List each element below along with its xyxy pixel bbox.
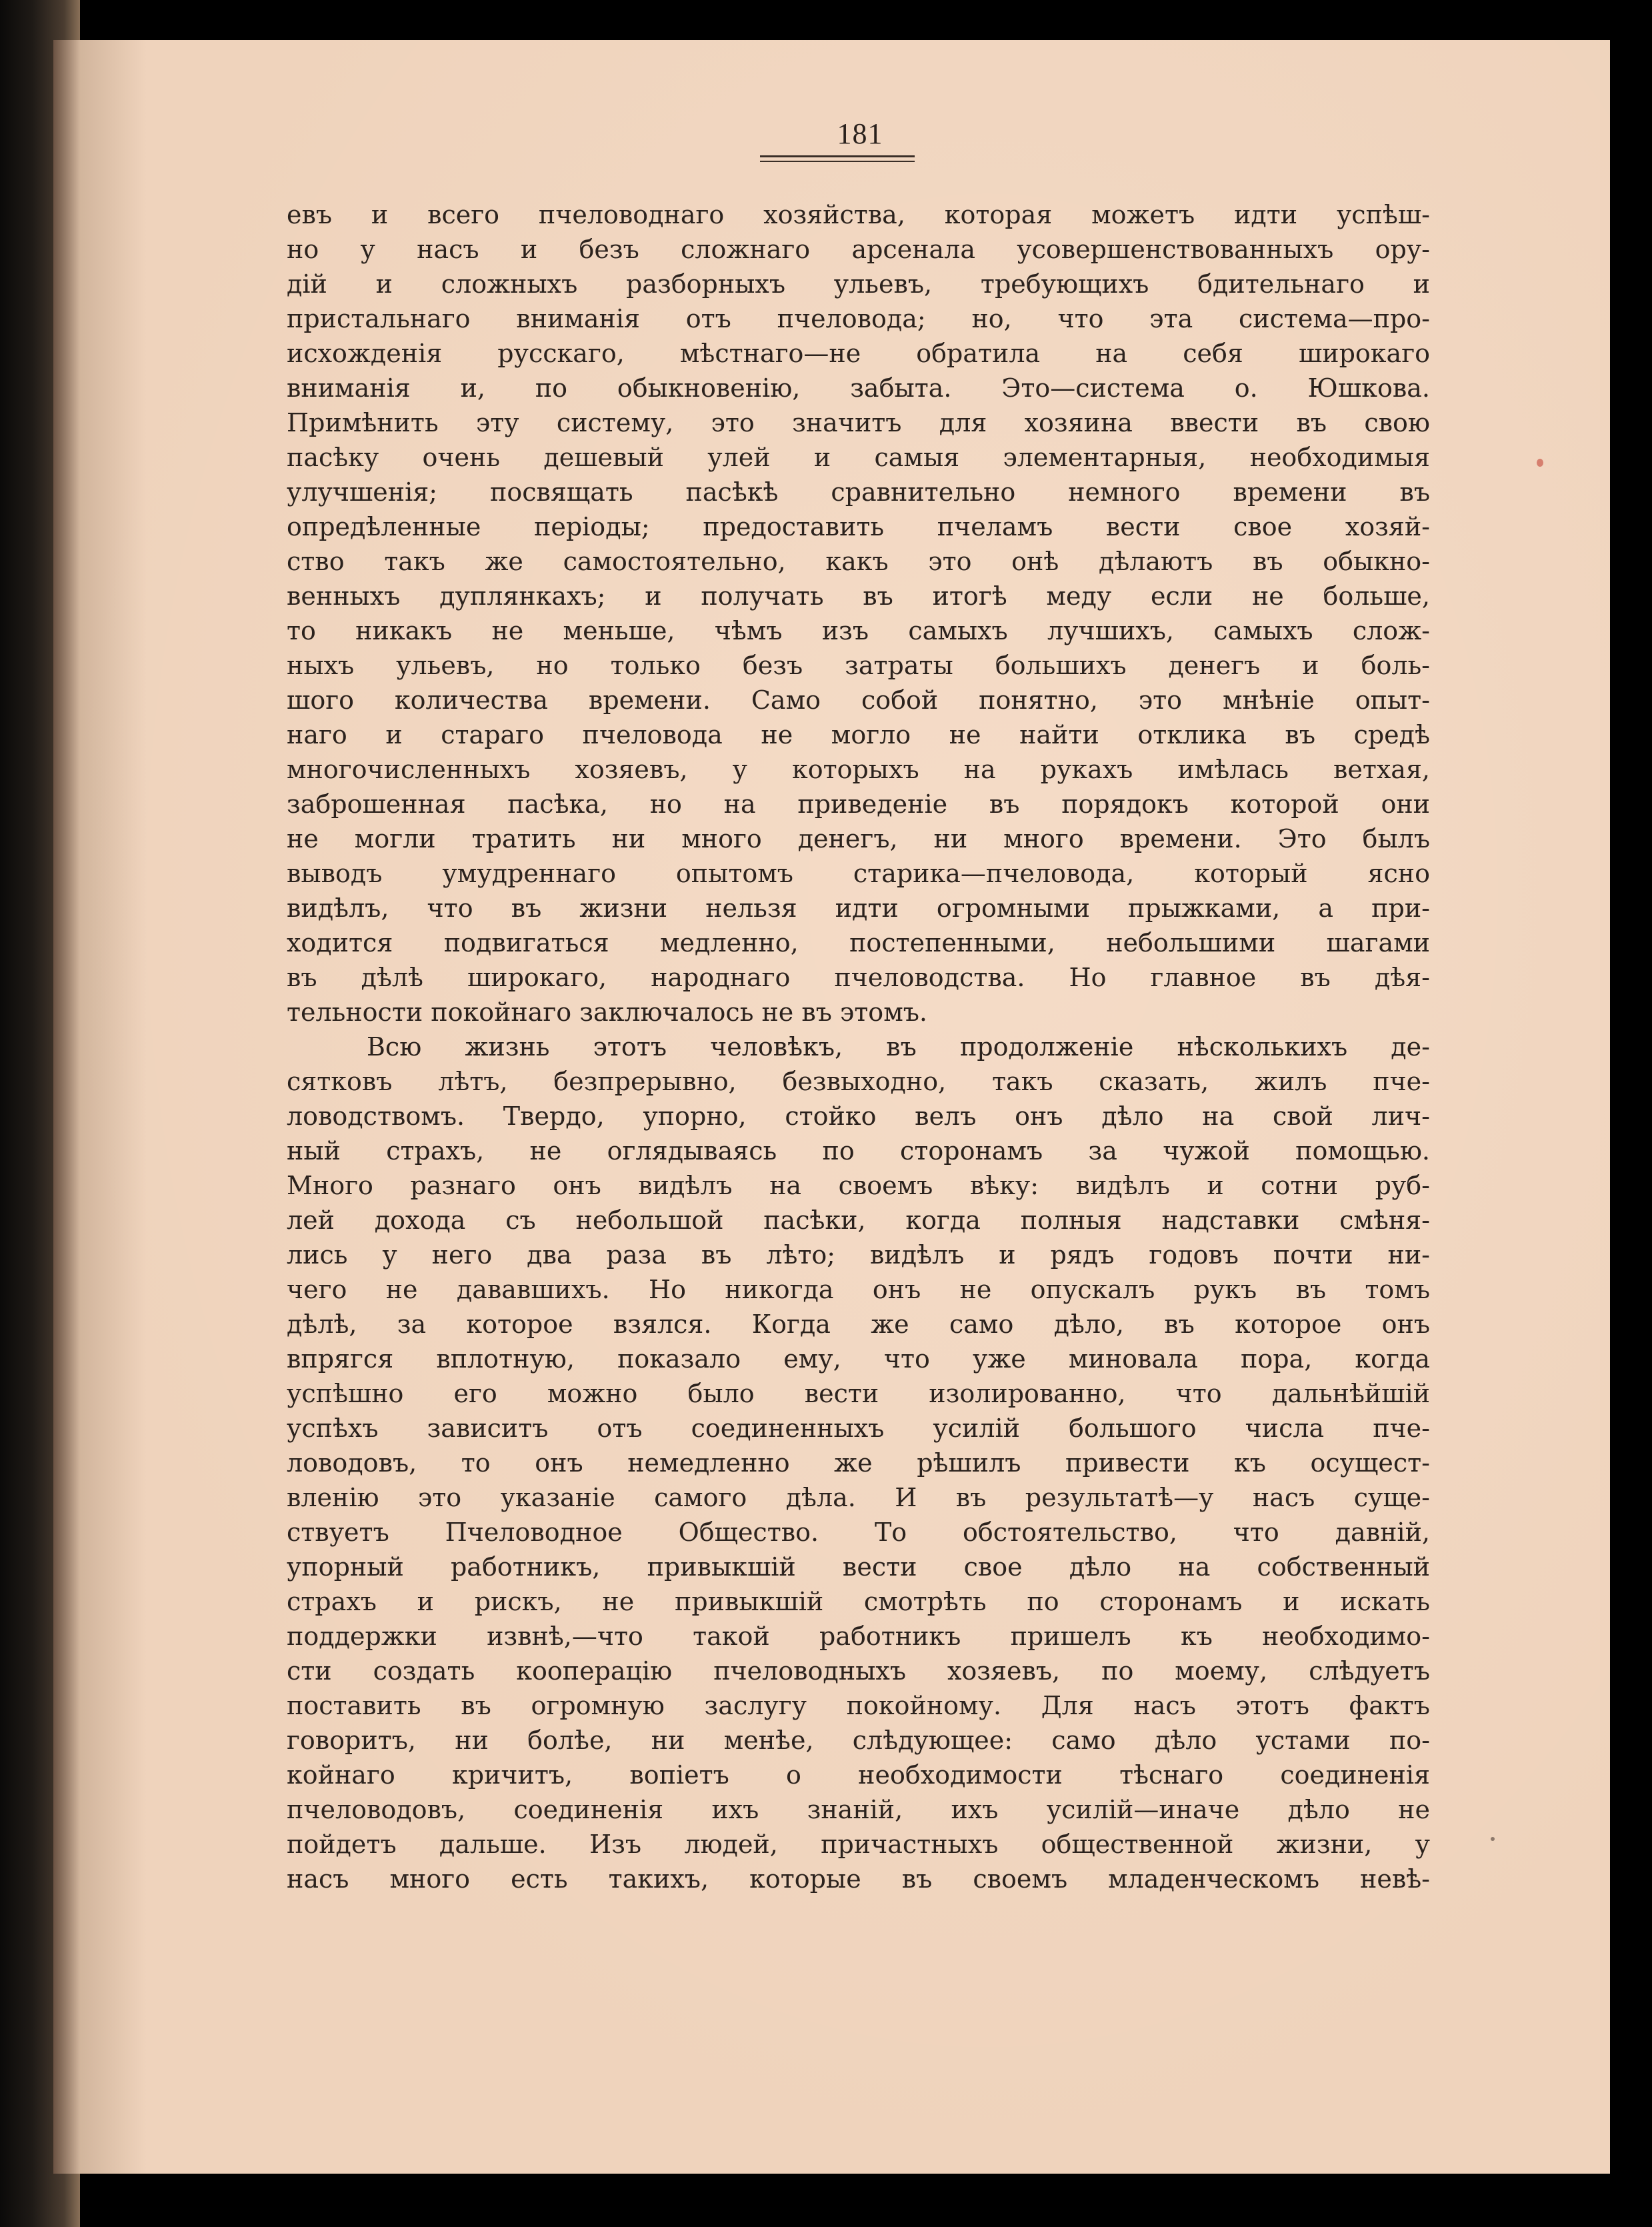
text-line: евъ и всего пчеловоднаго хозяйства, которая можетъ идти успѣш- — [287, 200, 1430, 229]
body-text — [287, 197, 1430, 1896]
text-line: насъ много есть такихъ, которые въ своемъ младенческомъ невѣ- — [287, 1864, 1430, 1894]
text-line: ходится подвигаться медленно, постепенными, небольшими шагами — [287, 928, 1430, 957]
text-line: Всю жизнь этотъ человѣкъ, въ продолженіе нѣсколькихъ де- — [367, 1032, 1430, 1061]
text-line: пристальнаго вниманія отъ пчеловода; но, что эта система—про- — [287, 304, 1430, 333]
text-line: лей дохода съ небольшой пасѣки, когда полныя надставки смѣня- — [287, 1206, 1430, 1235]
text-line: опредѣленные періоды; предоставить пчеламъ вести свое хозяй- — [287, 512, 1430, 541]
text-line: вниманія и, по обыкновенію, забыта. Это—система о. Юшкова. — [287, 373, 1430, 403]
text-line: дѣлѣ, за которое взялся. Когда же само дѣло, въ которое онъ — [287, 1310, 1430, 1339]
text-line: успѣхъ зависитъ отъ соединенныхъ усилій большого числа пче- — [287, 1414, 1430, 1443]
text-line: наго и стараго пчеловода не могло не найти отклика въ средѣ — [287, 720, 1430, 749]
text-line: лись у него два раза въ лѣто; видѣлъ и рядъ годовъ почти ни- — [287, 1240, 1430, 1270]
ink-stain — [1491, 1837, 1495, 1841]
header-rule-top — [760, 155, 915, 157]
text-line: чего не дававшихъ. Но никогда онъ не опускалъ рукъ въ томъ — [287, 1275, 1430, 1304]
text-line: сятковъ лѣтъ, безпрерывно, безвыходно, такъ сказать, жилъ пче- — [287, 1067, 1430, 1096]
text-line: поддержки извнѣ,—что такой работникъ пришелъ къ необходимо- — [287, 1622, 1430, 1651]
text-line: многочисленныхъ хозяевъ, у которыхъ на рукахъ имѣлась ветхая, — [287, 755, 1430, 784]
text-line: Примѣнить эту систему, это значитъ для хозяина ввести въ свою — [287, 408, 1430, 437]
text-line: выводъ умудреннаго опытомъ старика—пчеловода, который ясно — [287, 859, 1430, 888]
page-number: 181 — [837, 117, 883, 150]
text-line: видѣлъ, что въ жизни нельзя идти огромными прыжками, а при- — [287, 893, 1430, 923]
text-line: улучшенія; посвящать пасѣкѣ сравнительно немного времени въ — [287, 477, 1430, 507]
text-line: ство такъ же самостоятельно, какъ это онѣ дѣлаютъ въ обыкно- — [287, 547, 1430, 576]
text-line: койнаго кричитъ, вопіетъ о необходимости тѣснаго соединенія — [287, 1760, 1430, 1790]
ink-stain — [1537, 459, 1543, 467]
text-line: упорный работникъ, привыкшій вести свое дѣло на собственный — [287, 1552, 1430, 1582]
text-line: пасѣку очень дешевый улей и самыя элементарныя, необходимыя — [287, 443, 1430, 472]
text-line: венныхъ дуплянкахъ; и получать въ итогѣ меду если не больше, — [287, 581, 1430, 611]
text-line: заброшенная пасѣка, но на приведеніе въ порядокъ которой они — [287, 789, 1430, 819]
text-line: страхъ и рискъ, не привыкшій смотрѣть по сторонамъ и искать — [287, 1587, 1430, 1616]
text-line: сти создать кооперацію пчеловодныхъ хозяевъ, по моему, слѣдуетъ — [287, 1656, 1430, 1686]
text-line: говоритъ, ни болѣе, ни менѣе, слѣдующее: само дѣло устами по- — [287, 1726, 1430, 1755]
text-line: ный страхъ, не оглядываясь по сторонамъ за чужой помощью. — [287, 1136, 1430, 1166]
text-line: ныхъ ульевъ, но только безъ затраты большихъ денегъ и боль- — [287, 651, 1430, 680]
text-line: поставить въ огромную заслугу покойному. Для насъ этотъ фактъ — [287, 1691, 1430, 1720]
text-line: ловодствомъ. Твердо, упорно, стойко велъ онъ дѣло на свой лич- — [287, 1101, 1430, 1131]
text-line: дій и сложныхъ разборныхъ ульевъ, требующихъ бдительнаго и — [287, 269, 1430, 299]
text-line: не могли тратить ни много денегъ, ни много времени. Это былъ — [287, 824, 1430, 853]
text-line: тельности покойнаго заключалось не въ этомъ. — [287, 997, 928, 1027]
text-line: успѣшно его можно было вести изолированно, что дальнѣйшій — [287, 1379, 1430, 1408]
text-line: исхожденія русскаго, мѣстнаго—не обратила на себя широкаго — [287, 339, 1430, 368]
text-line: ствуетъ Пчеловодное Общество. То обстоятельство, что давній, — [287, 1518, 1430, 1547]
paragraph — [287, 197, 1430, 1029]
text-line: ловодовъ, то онъ немедленно же рѣшилъ привести къ осущест- — [287, 1448, 1430, 1478]
text-line: вленію это указаніе самого дѣла. И въ результатѣ—у насъ суще- — [287, 1483, 1430, 1512]
paragraph — [287, 1029, 1430, 1896]
text-line: пчеловодовъ, соединенія ихъ знаній, ихъ усилій—иначе дѣло не — [287, 1795, 1430, 1824]
header-rule-bottom — [760, 161, 915, 162]
text-line: но у насъ и безъ сложнаго арсенала усовершенствованныхъ ору- — [287, 235, 1430, 264]
page-gutter-shadow — [53, 40, 80, 2174]
text-line: Много разнаго онъ видѣлъ на своемъ вѣку: видѣлъ и сотни руб- — [287, 1171, 1430, 1200]
text-line: впрягся вплотную, показало ему, что уже миновала пора, когда — [287, 1344, 1430, 1374]
text-line: пойдетъ дальше. Изъ людей, причастныхъ общественной жизни, у — [287, 1830, 1430, 1859]
text-line: то никакъ не меньше, чѣмъ изъ самыхъ лучшихъ, самыхъ слож- — [287, 616, 1430, 645]
text-line: шого количества времени. Само собой понятно, это мнѣніе опыт- — [287, 685, 1430, 715]
text-line: въ дѣлѣ широкаго, народнаго пчеловодства. Но главное въ дѣя- — [287, 963, 1430, 992]
